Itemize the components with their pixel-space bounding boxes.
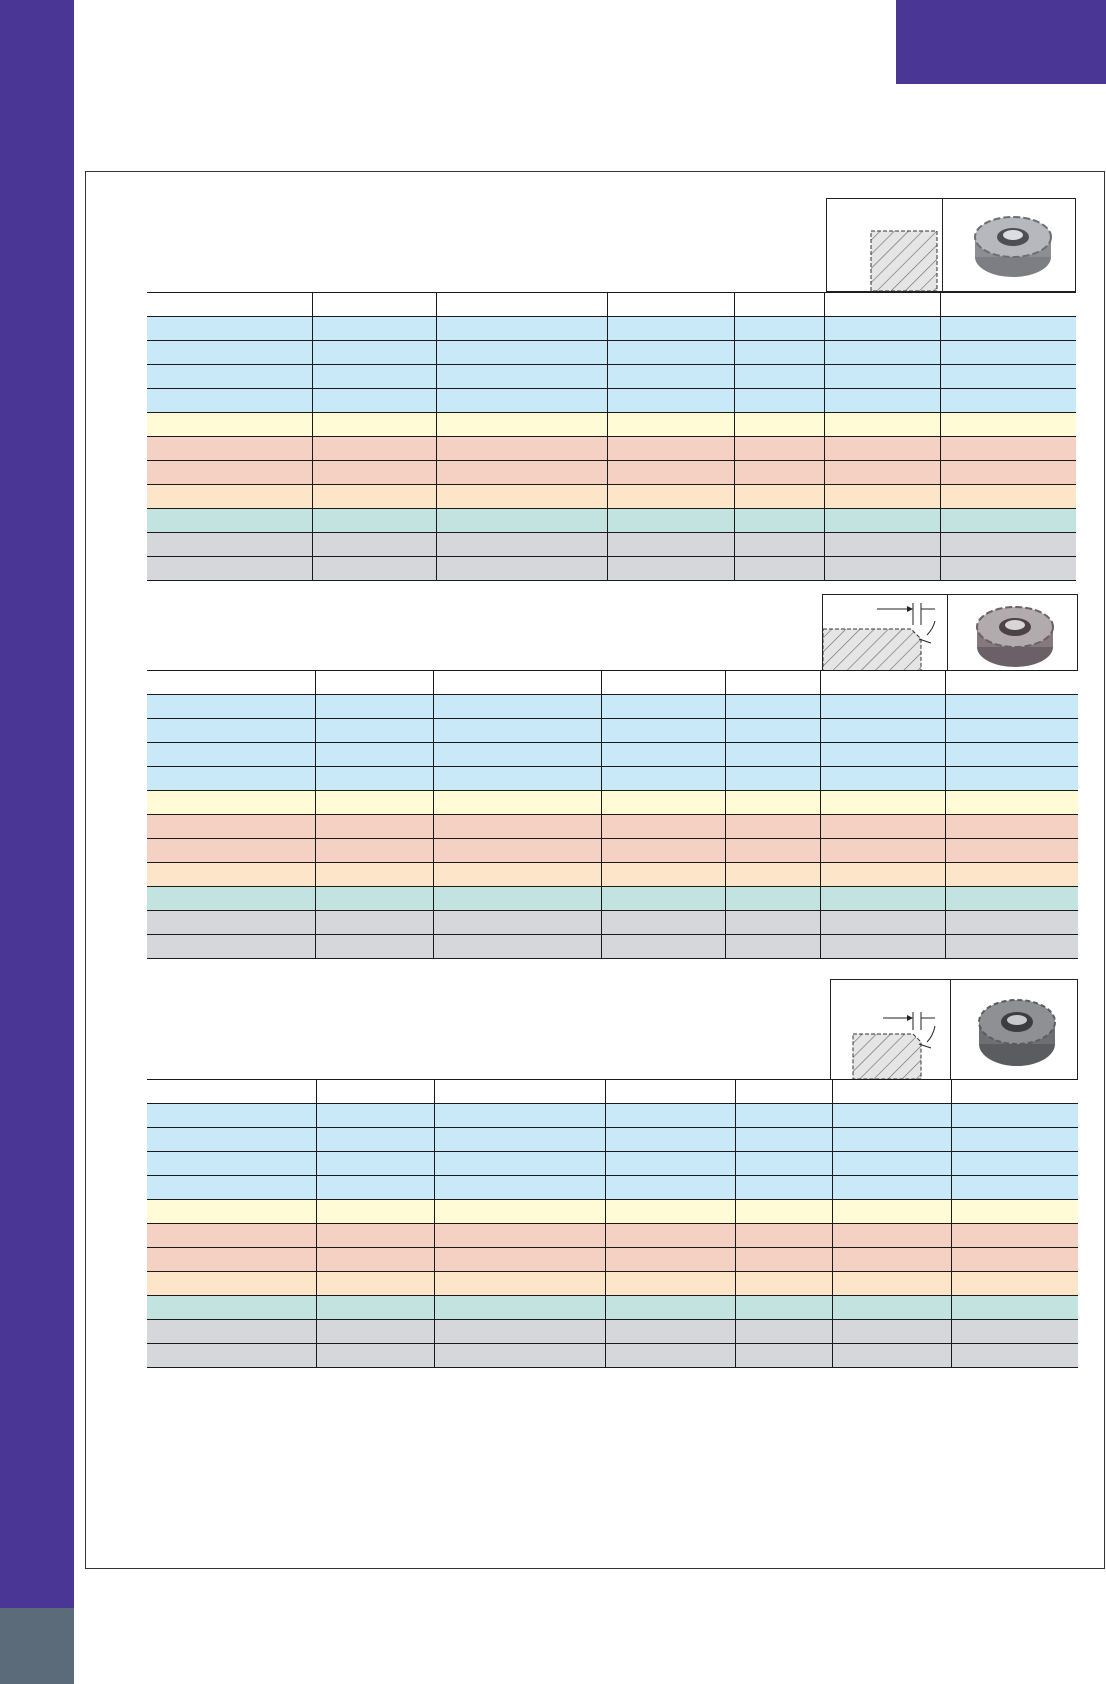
table-row (147, 341, 1076, 365)
round-insert-icon (967, 992, 1067, 1072)
data-table-2 (147, 670, 1078, 959)
table-row (147, 1200, 1078, 1224)
chamfer-edge-icon (831, 980, 950, 1079)
table-row (147, 863, 1078, 887)
side-bar (0, 0, 74, 1684)
table-row (147, 911, 1078, 935)
table-row (147, 719, 1078, 743)
table-row (147, 557, 1076, 581)
data-table-1 (147, 292, 1076, 581)
figure-box-3 (830, 979, 1078, 1080)
data-table-3 (147, 1079, 1078, 1368)
table-row (147, 509, 1076, 533)
sharp-edge-icon (827, 199, 942, 291)
header-row (147, 1080, 1078, 1104)
table-row (147, 461, 1076, 485)
table-row (147, 1224, 1078, 1248)
table-row (147, 437, 1076, 461)
table-row (147, 767, 1078, 791)
table-row (147, 317, 1076, 341)
table-row (147, 935, 1078, 959)
figure-box-2 (822, 594, 1078, 674)
side-bar-footer (0, 1608, 74, 1684)
table-row (147, 1344, 1078, 1368)
table-row (147, 389, 1076, 413)
corner-tab (896, 0, 1106, 84)
header-row (147, 671, 1078, 695)
table-row (147, 1104, 1078, 1128)
round-insert-icon (965, 599, 1065, 671)
table-row (147, 743, 1078, 767)
table-row (147, 1248, 1078, 1272)
table-row (147, 1320, 1078, 1344)
table-row (147, 365, 1076, 389)
table-row (147, 887, 1078, 911)
chamfer-edge-icon (823, 595, 947, 673)
round-insert-icon (963, 207, 1063, 283)
table-row (147, 1152, 1078, 1176)
table-row (147, 839, 1078, 863)
table-row (147, 485, 1076, 509)
table-row (147, 695, 1078, 719)
header-row (147, 293, 1076, 317)
table-row (147, 815, 1078, 839)
table-row (147, 533, 1076, 557)
table-row (147, 413, 1076, 437)
table-row (147, 791, 1078, 815)
figure-box-1 (826, 198, 1076, 292)
table-row (147, 1176, 1078, 1200)
table-row (147, 1128, 1078, 1152)
table-row (147, 1272, 1078, 1296)
table-row (147, 1296, 1078, 1320)
